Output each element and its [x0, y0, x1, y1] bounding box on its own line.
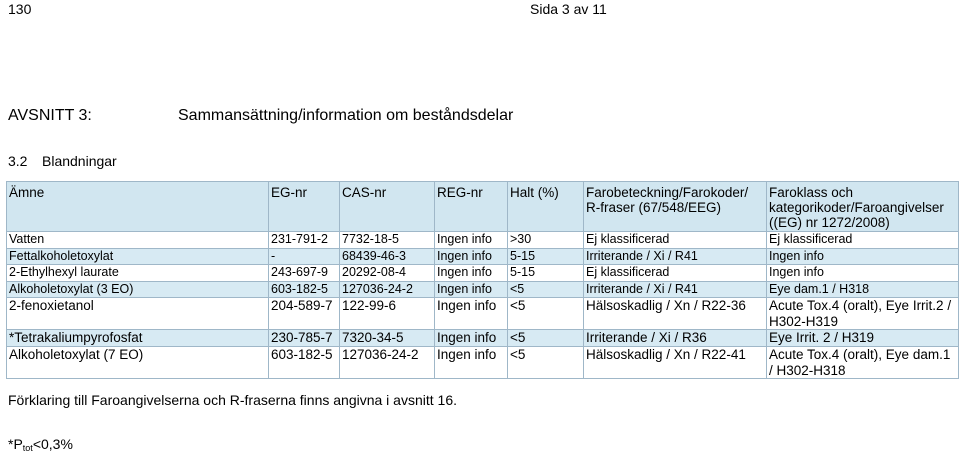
cell-eg-nr: 603-182-5 [269, 347, 340, 379]
ptot-subscript: tot [22, 443, 33, 453]
cell-cas-nr: 20292-08-4 [340, 265, 435, 282]
cell-content: <5 [508, 330, 584, 347]
header-hazard-class: Faroklass och kategorikoder/Faroangivelser ((EG) nr 1272/2008) [767, 182, 959, 232]
table-row [7, 347, 959, 379]
table-row [7, 330, 959, 347]
cell-reg-nr: Ingen info [435, 281, 508, 298]
cell-substance: 2-fenoxietanol [7, 298, 269, 330]
cell-cas-nr: 122-99-6 [340, 298, 435, 330]
cell-reg-nr: Ingen info [435, 347, 508, 379]
cell-risk-phrases: Irriterande / Xi / R41 [584, 281, 767, 298]
cell-cas-nr: 68439-46-3 [340, 248, 435, 265]
section-number: AVSNITT 3: [8, 107, 92, 124]
cell-substance: Alkoholetoxylat (3 EO) [7, 281, 269, 298]
composition-table [6, 181, 959, 379]
cell-content: 5-15 [508, 248, 584, 265]
cell-substance: Alkoholetoxylat (7 EO) [7, 347, 269, 379]
cell-cas-nr: 7320-34-5 [340, 330, 435, 347]
cell-hazard-class: Ej klassificerad [767, 232, 959, 249]
subsection-title: Blandningar [42, 153, 117, 169]
footnote: Förklaring till Faroangivelserna och R-fraserna finns angivna i avsnitt 16. [8, 392, 457, 408]
cell-eg-nr: 231-791-2 [269, 232, 340, 249]
table-header-row [7, 182, 959, 232]
cell-reg-nr: Ingen info [435, 330, 508, 347]
cell-substance: *Tetrakaliumpyrofosfat [7, 330, 269, 347]
ptot-prefix: *P [8, 436, 23, 452]
cell-cas-nr: 127036-24-2 [340, 347, 435, 379]
table-row [7, 232, 959, 249]
header-cas-nr: CAS-nr [340, 182, 435, 232]
table-row [7, 248, 959, 265]
cell-reg-nr: Ingen info [435, 248, 508, 265]
cell-risk-phrases: Ej klassificerad [584, 232, 767, 249]
cell-content: >30 [508, 232, 584, 249]
cell-risk-phrases: Hälsoskadlig / Xn / R22-41 [584, 347, 767, 379]
ptot-note [8, 436, 73, 453]
header-content: Halt (%) [508, 182, 584, 232]
cell-hazard-class: Eye Irrit. 2 / H319 [767, 330, 959, 347]
cell-eg-nr: 204-589-7 [269, 298, 340, 330]
cell-reg-nr: Ingen info [435, 298, 508, 330]
cell-substance: Vatten [7, 232, 269, 249]
cell-hazard-class: Acute Tox.4 (oralt), Eye dam.1 / H302-H318 [767, 347, 959, 379]
table-row [7, 298, 959, 330]
cell-substance: 2-Ethylhexyl laurate [7, 265, 269, 282]
page-count: Sida 3 av 11 [530, 1, 607, 17]
cell-risk-phrases: Irriterande / Xi / R41 [584, 248, 767, 265]
cell-hazard-class: Eye dam.1 / H318 [767, 281, 959, 298]
subsection-number: 3.2 [8, 153, 28, 169]
cell-reg-nr: Ingen info [435, 265, 508, 282]
header-substance: Ämne [7, 182, 269, 232]
cell-hazard-class: Ingen info [767, 248, 959, 265]
cell-hazard-class: Ingen info [767, 265, 959, 282]
table-row [7, 265, 959, 282]
table-row [7, 281, 959, 298]
cell-risk-phrases: Irriterande / Xi / R36 [584, 330, 767, 347]
cell-eg-nr: 603-182-5 [269, 281, 340, 298]
section-title: Sammansättning/information om beståndsdelar [178, 107, 514, 124]
cell-content: 5-15 [508, 265, 584, 282]
cell-content: <5 [508, 347, 584, 379]
cell-hazard-class: Acute Tox.4 (oralt), Eye Irrit.2 / H302-H319 [767, 298, 959, 330]
header-reg-nr: REG-nr [435, 182, 508, 232]
cell-substance: Fettalkoholetoxylat [7, 248, 269, 265]
cell-cas-nr: 7732-18-5 [340, 232, 435, 249]
cell-risk-phrases: Ej klassificerad [584, 265, 767, 282]
cell-eg-nr: 230-785-7 [269, 330, 340, 347]
cell-content: <5 [508, 298, 584, 330]
ptot-suffix: <0,3% [32, 436, 73, 452]
cell-reg-nr: Ingen info [435, 232, 508, 249]
cell-eg-nr: - [269, 248, 340, 265]
cell-cas-nr: 127036-24-2 [340, 281, 435, 298]
cell-risk-phrases: Hälsoskadlig / Xn / R22-36 [584, 298, 767, 330]
cell-content: <5 [508, 281, 584, 298]
page-number: 130 [8, 1, 32, 17]
header-risk-phrases: Farobeteckning/Farokoder/ R-fraser (67/548/EEG) [584, 182, 767, 232]
cell-eg-nr: 243-697-9 [269, 265, 340, 282]
header-eg-nr: EG-nr [269, 182, 340, 232]
